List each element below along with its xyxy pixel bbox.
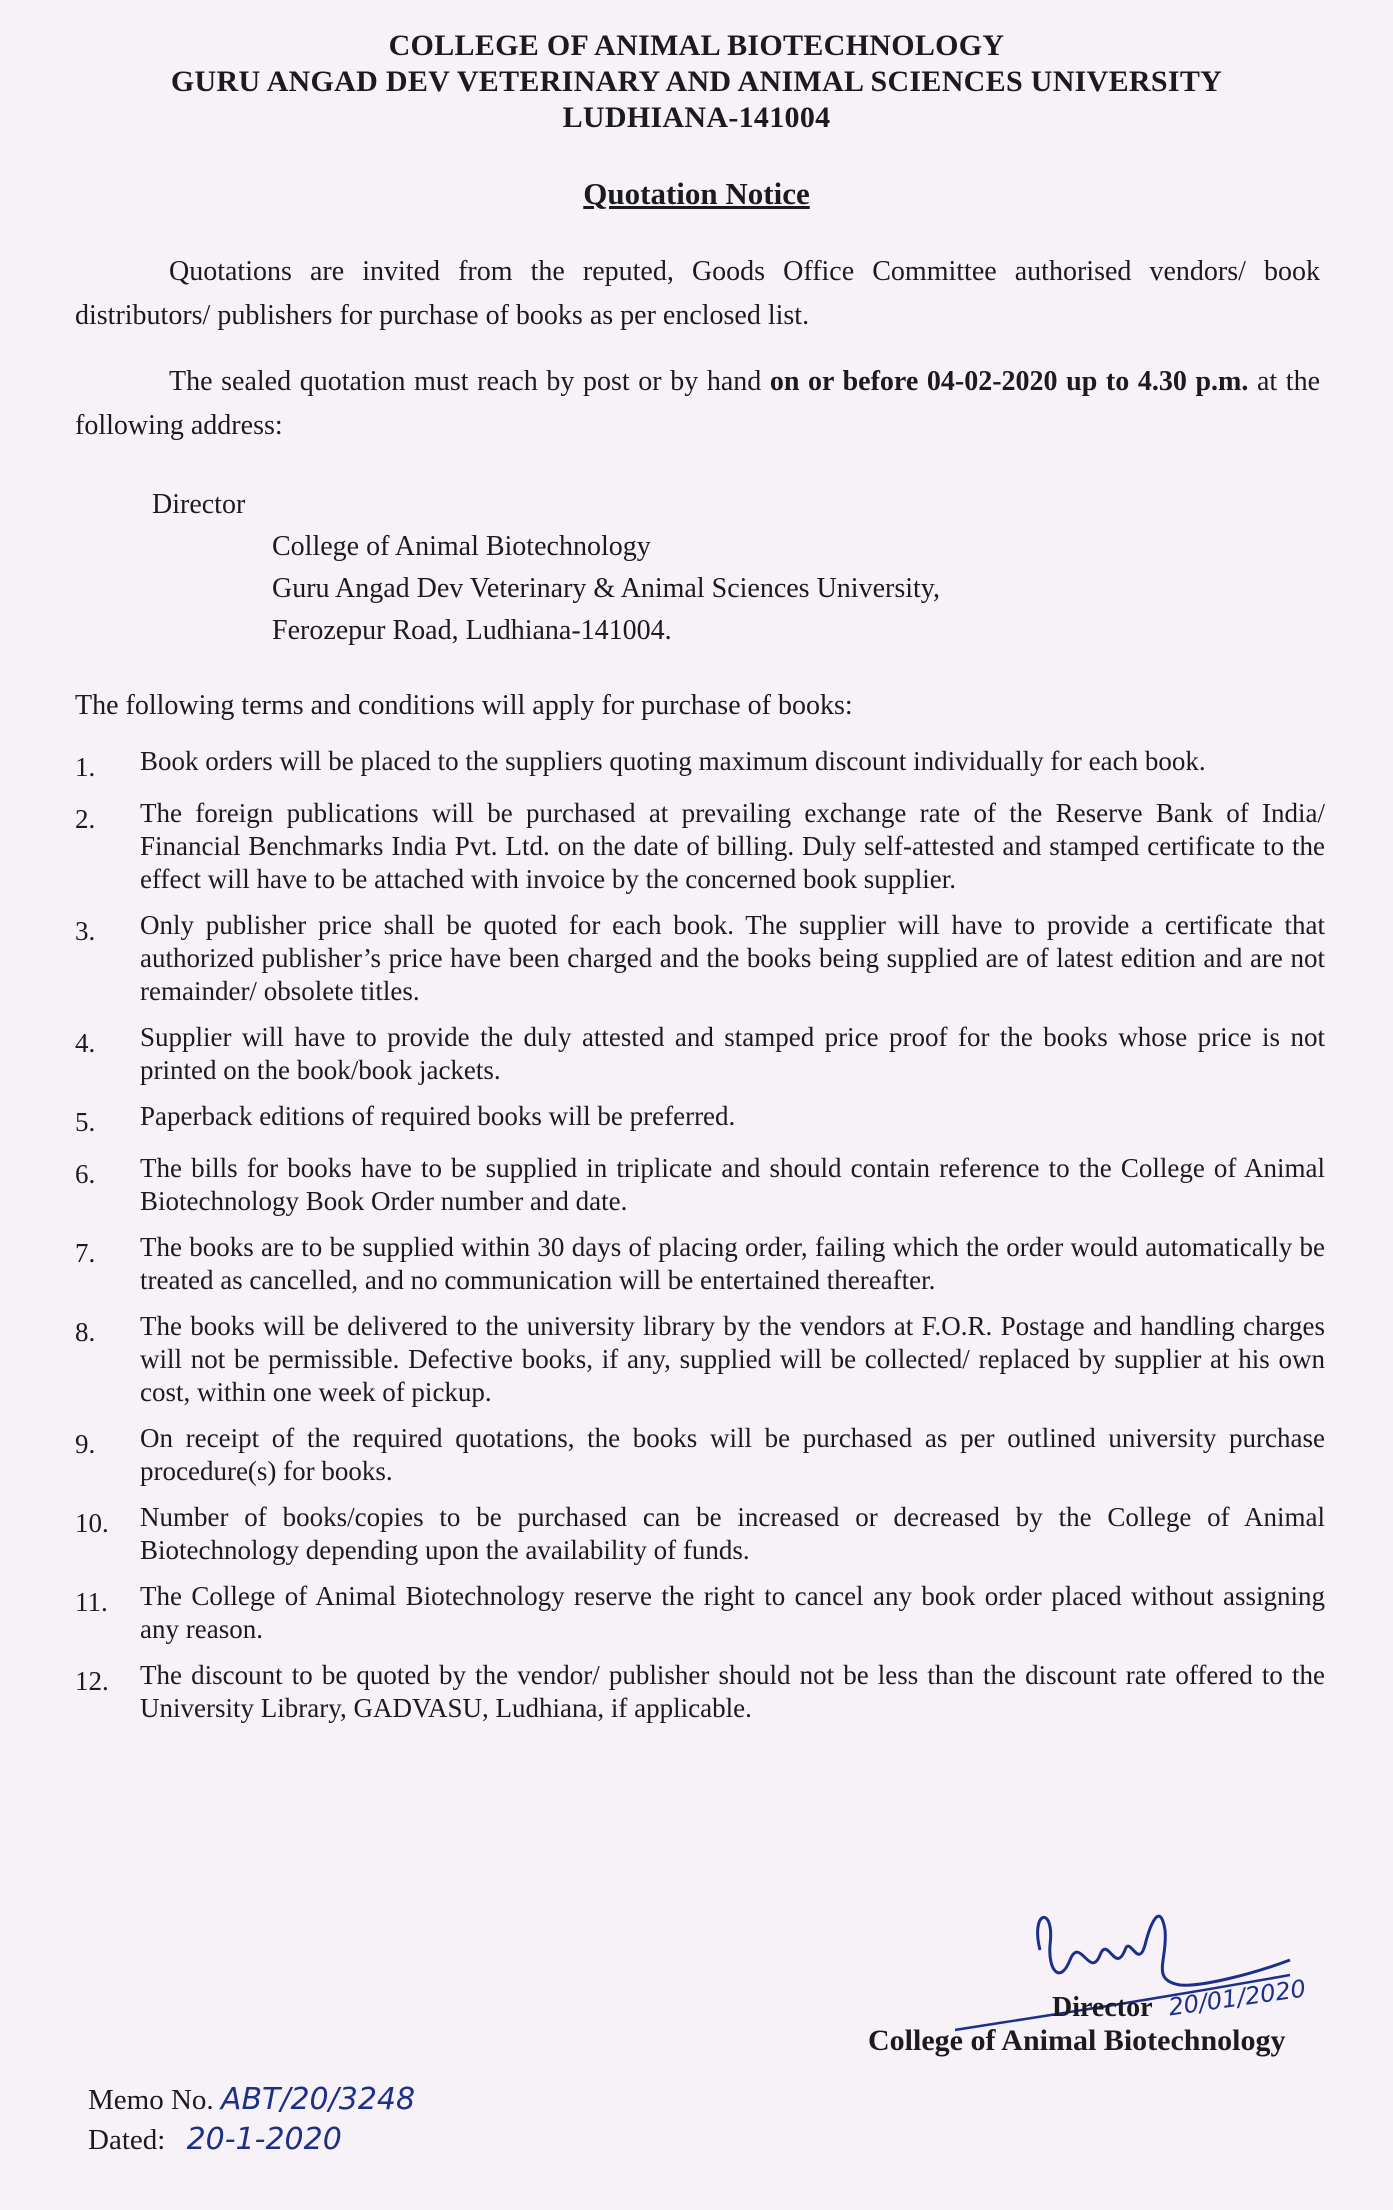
term-text: Supplier will have to provide the duly attested and stamped price proof for the books whose price is not printed on the book/book jackets. [140,1022,1325,1085]
term-text: The books will be delivered to the university library by the vendors at F.O.R. Postage and handling charges will not be permissible. Defective books, if any, supplied will be collected/ replaced by supplier at his own cost, within one week of pickup. [140,1311,1325,1407]
handwritten-signature-date: 20/01/2020 [1166,1974,1308,2022]
term-item [75,1310,1325,1409]
term-text: Book orders will be placed to the suppliers quoting maximum discount individually for each book. [140,746,1206,776]
term-number: 3. [75,916,96,946]
signatory-title: Director [1052,1992,1153,2023]
dated-value: 20-1-2020 [186,2122,342,2157]
memo-number: ABT/20/3248 [220,2082,416,2117]
term-text: The College of Animal Biotechnology reserve the right to cancel any book order placed without assigning any reason. [140,1581,1325,1644]
letterhead [0,28,1393,136]
term-number: 8. [75,1317,96,1347]
term-number: 1. [75,752,96,782]
signature-block [0,1890,1393,2057]
memo-row [88,2080,415,2120]
term-number: 5. [75,1107,96,1137]
term-item [75,1152,1325,1218]
term-item [75,1501,1325,1567]
dated-row [88,2120,415,2160]
term-number: 10. [75,1508,109,1538]
term-text: Number of books/copies to be purchased can be increased or decreased by the College of Animal Biotechnology depending upon the availability of funds. [140,1502,1325,1565]
term-number: 11. [75,1587,108,1617]
term-text: The books are to be supplied within 30 days of placing order, failing which the order would automatically be treated as cancelled, and no communication will be entertained thereafter. [140,1232,1325,1295]
memo-block [88,2080,415,2160]
term-number: 2. [75,804,96,834]
college-name: COLLEGE OF ANIMAL BIOTECHNOLOGY [388,29,1005,62]
address-block [272,526,940,652]
term-item [75,797,1325,896]
term-item [75,1422,1325,1488]
intro-text: Quotations are invited from the reputed, Goods Office Committee authorised vendors/ book distributors/ publishers for purchase of books as per enclosed list. [75,256,1320,331]
intro-paragraph [75,250,1320,338]
term-number: 4. [75,1028,96,1058]
term-text: The bills for books have to be supplied in triplicate and should contain reference to the College of Animal Biotechnology Book Order number and date. [140,1153,1325,1216]
term-number: 6. [75,1159,96,1189]
term-number: 12. [75,1666,109,1696]
dated-label: Dated: [88,2124,166,2156]
term-number: 7. [75,1238,96,1268]
address-label: Director [152,489,246,520]
term-item [75,1580,1325,1646]
deadline-suffix: at the following address: [75,366,1320,441]
signatory-college: College of Animal Biotechnology [868,2024,1286,2057]
memo-label: Memo No. [88,2084,214,2116]
term-item [75,1659,1325,1725]
term-item [75,909,1325,1008]
address-line-2: Guru Angad Dev Veterinary & Animal Sciences University, [272,573,940,604]
term-text: On receipt of the required quotations, the books will be purchased as per outlined university purchase procedure(s) for books. [140,1423,1325,1486]
deadline-paragraph [75,360,1320,448]
terms-intro: The following terms and conditions will apply for purchase of books: [75,690,853,721]
deadline-prefix: The sealed quotation must reach by post or by hand [169,366,770,397]
address-line-1: College of Animal Biotechnology [272,531,651,562]
term-text: Paperback editions of required books will be preferred. [140,1101,736,1131]
university-name: GURU ANGAD DEV VETERINARY AND ANIMAL SCIENCES UNIVERSITY [170,65,1223,98]
deadline-date: on or before 04-02-2020 up to 4.30 p.m. [769,366,1249,397]
terms-list [75,745,1325,1738]
notice-title: Quotation Notice [583,176,810,211]
term-item [75,1100,1325,1139]
term-item [75,745,1325,784]
term-item [75,1021,1325,1087]
address-line-3: Ferozepur Road, Ludhiana-141004. [272,615,672,646]
term-text: The foreign publications will be purchased at prevailing exchange rate of the Reserve Bank of India/ Financial Benchmarks India Pvt. Ltd. on the date of billing. Duly self-attested and stamped certificate to the effect will have to be attached with invoice by the concerned book supplier. [140,798,1325,894]
term-item [75,1231,1325,1297]
term-text: Only publisher price shall be quoted for each book. The supplier will have to provide a certificate that authorized publisher’s price have been charged and the books being supplied are of latest edition and are not remainder/ obsolete titles. [140,910,1325,1006]
term-number: 9. [75,1429,96,1459]
term-text: The discount to be quoted by the vendor/ publisher should not be less than the discount rate offered to the University Library, GADVASU, Ludhiana, if applicable. [140,1660,1325,1723]
city-pin: LUDHIANA-141004 [562,101,831,134]
